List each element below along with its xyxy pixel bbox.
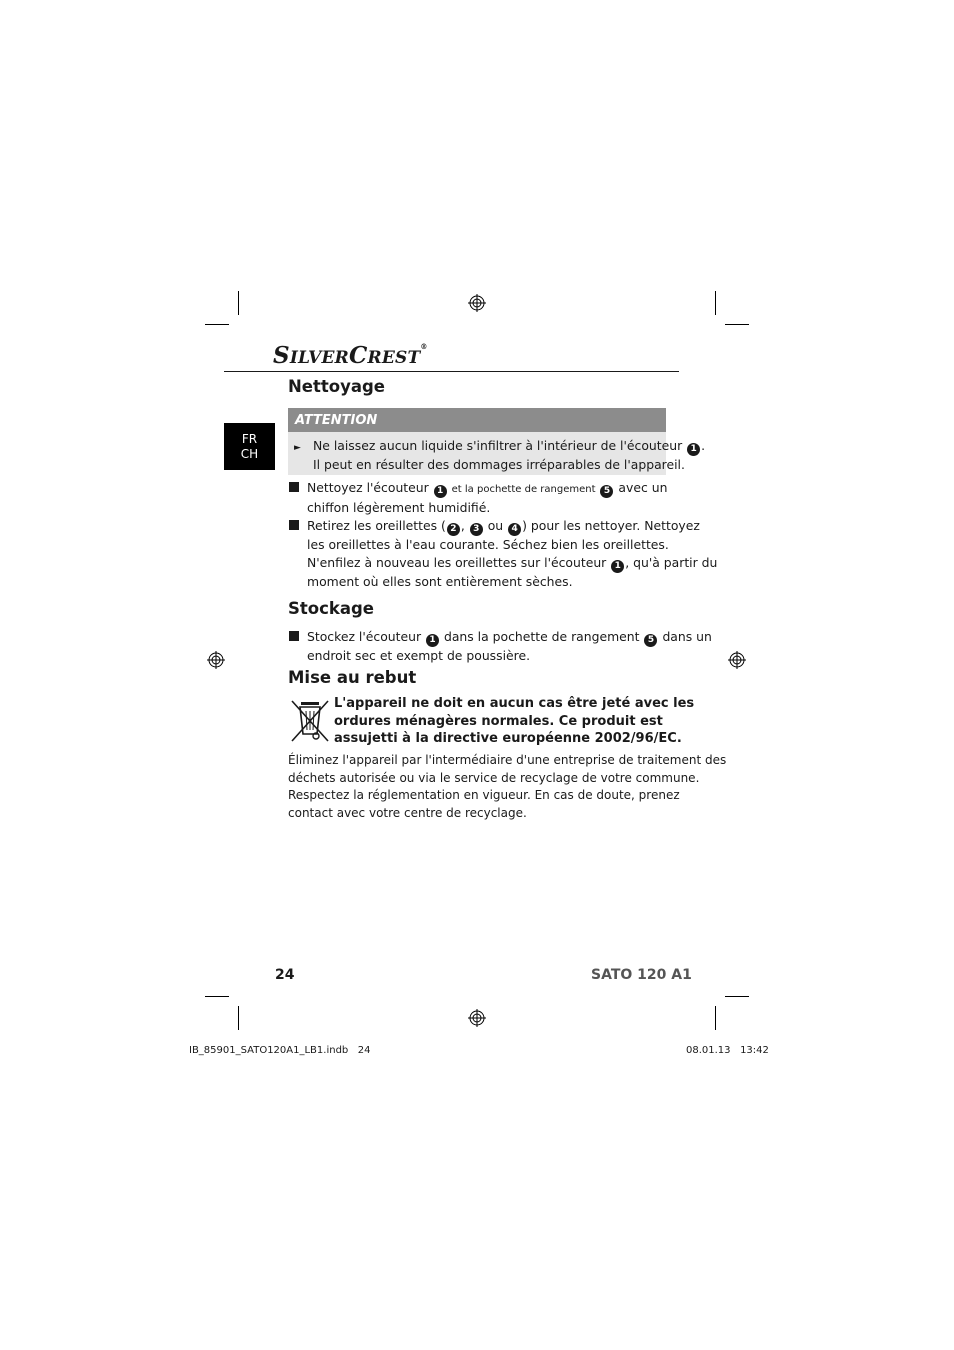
lang-fr: FR (241, 432, 258, 446)
model-name: SATO 120 A1 (591, 967, 692, 983)
page-number: 24 (275, 967, 295, 983)
attention-arrow-icon: ► (294, 443, 301, 453)
list-item: Nettoyez l'écouteur 1 et la pochette de rangement 5 avec un chiffon légèrement humidifié. (307, 480, 668, 515)
attention-header: ATTENTION (288, 408, 666, 432)
bullet-square-icon (289, 631, 299, 641)
lang-ch: CH (240, 447, 259, 461)
brand-logo: SILVERCREST® (273, 342, 428, 369)
registration-mark-icon (468, 1009, 486, 1027)
bullet-square-icon (289, 520, 299, 530)
crop-mark (715, 1006, 716, 1030)
crop-mark (725, 324, 749, 325)
section-title-stockage: Stockage (288, 599, 374, 618)
slug-file: IB_85901_SATO120A1_LB1.indb 24 (189, 1045, 371, 1056)
disposal-warning: L'appareil ne doit en aucun cas être jeté avec les ordures ménagères normales. Ce produit est assujetti à la directive européenne 2002/96/EC. (334, 696, 695, 746)
header-rule (224, 371, 679, 372)
crossed-out-wheelie-bin-icon (289, 698, 331, 744)
registration-mark-icon (468, 294, 486, 312)
list-item: Stockez l'écouteur 1 dans la pochette de rangement 5 dans un endroit sec et exempt de poussière. (307, 629, 712, 663)
disposal-paragraph: Éliminez l'appareil par l'intermédiaire d'une entreprise de traitement des déchets autorisée ou via le service de recyclage de votre commune. Respectez la réglementation en vigueur. En cas de doute, prenez contact avec votre centre de recyclage. (288, 753, 727, 820)
crop-mark (238, 291, 239, 315)
crop-mark (715, 291, 716, 315)
language-tab (224, 423, 275, 470)
section-title-mise-au-rebut: Mise au rebut (288, 668, 417, 687)
crop-mark (205, 996, 229, 997)
attention-text: Ne laissez aucun liquide s'infiltrer à l'intérieur de l'écouteur 1 . Il peut en résulter des dommages irréparables de l'appareil. (313, 438, 706, 472)
section-title-nettoyage: Nettoyage (288, 377, 386, 396)
registration-mark-icon (728, 651, 746, 669)
crop-mark (238, 1006, 239, 1030)
crop-mark (725, 996, 749, 997)
registration-mark-icon (207, 651, 225, 669)
list-item: Retirez les oreillettes ( 2 , 3 ou 4 ) pour les nettoyer. Nettoyez les oreillettes à l'eau courante. Séchez bien les oreillettes. N'enfilez à nouveau les oreillettes sur l'écouteur 1 , qu'à partir du moment où elles sont entièrement sèches. (307, 518, 718, 589)
slug-date: 08.01.13 13:42 (686, 1045, 769, 1056)
crop-mark (205, 324, 229, 325)
bullet-square-icon (289, 482, 299, 492)
